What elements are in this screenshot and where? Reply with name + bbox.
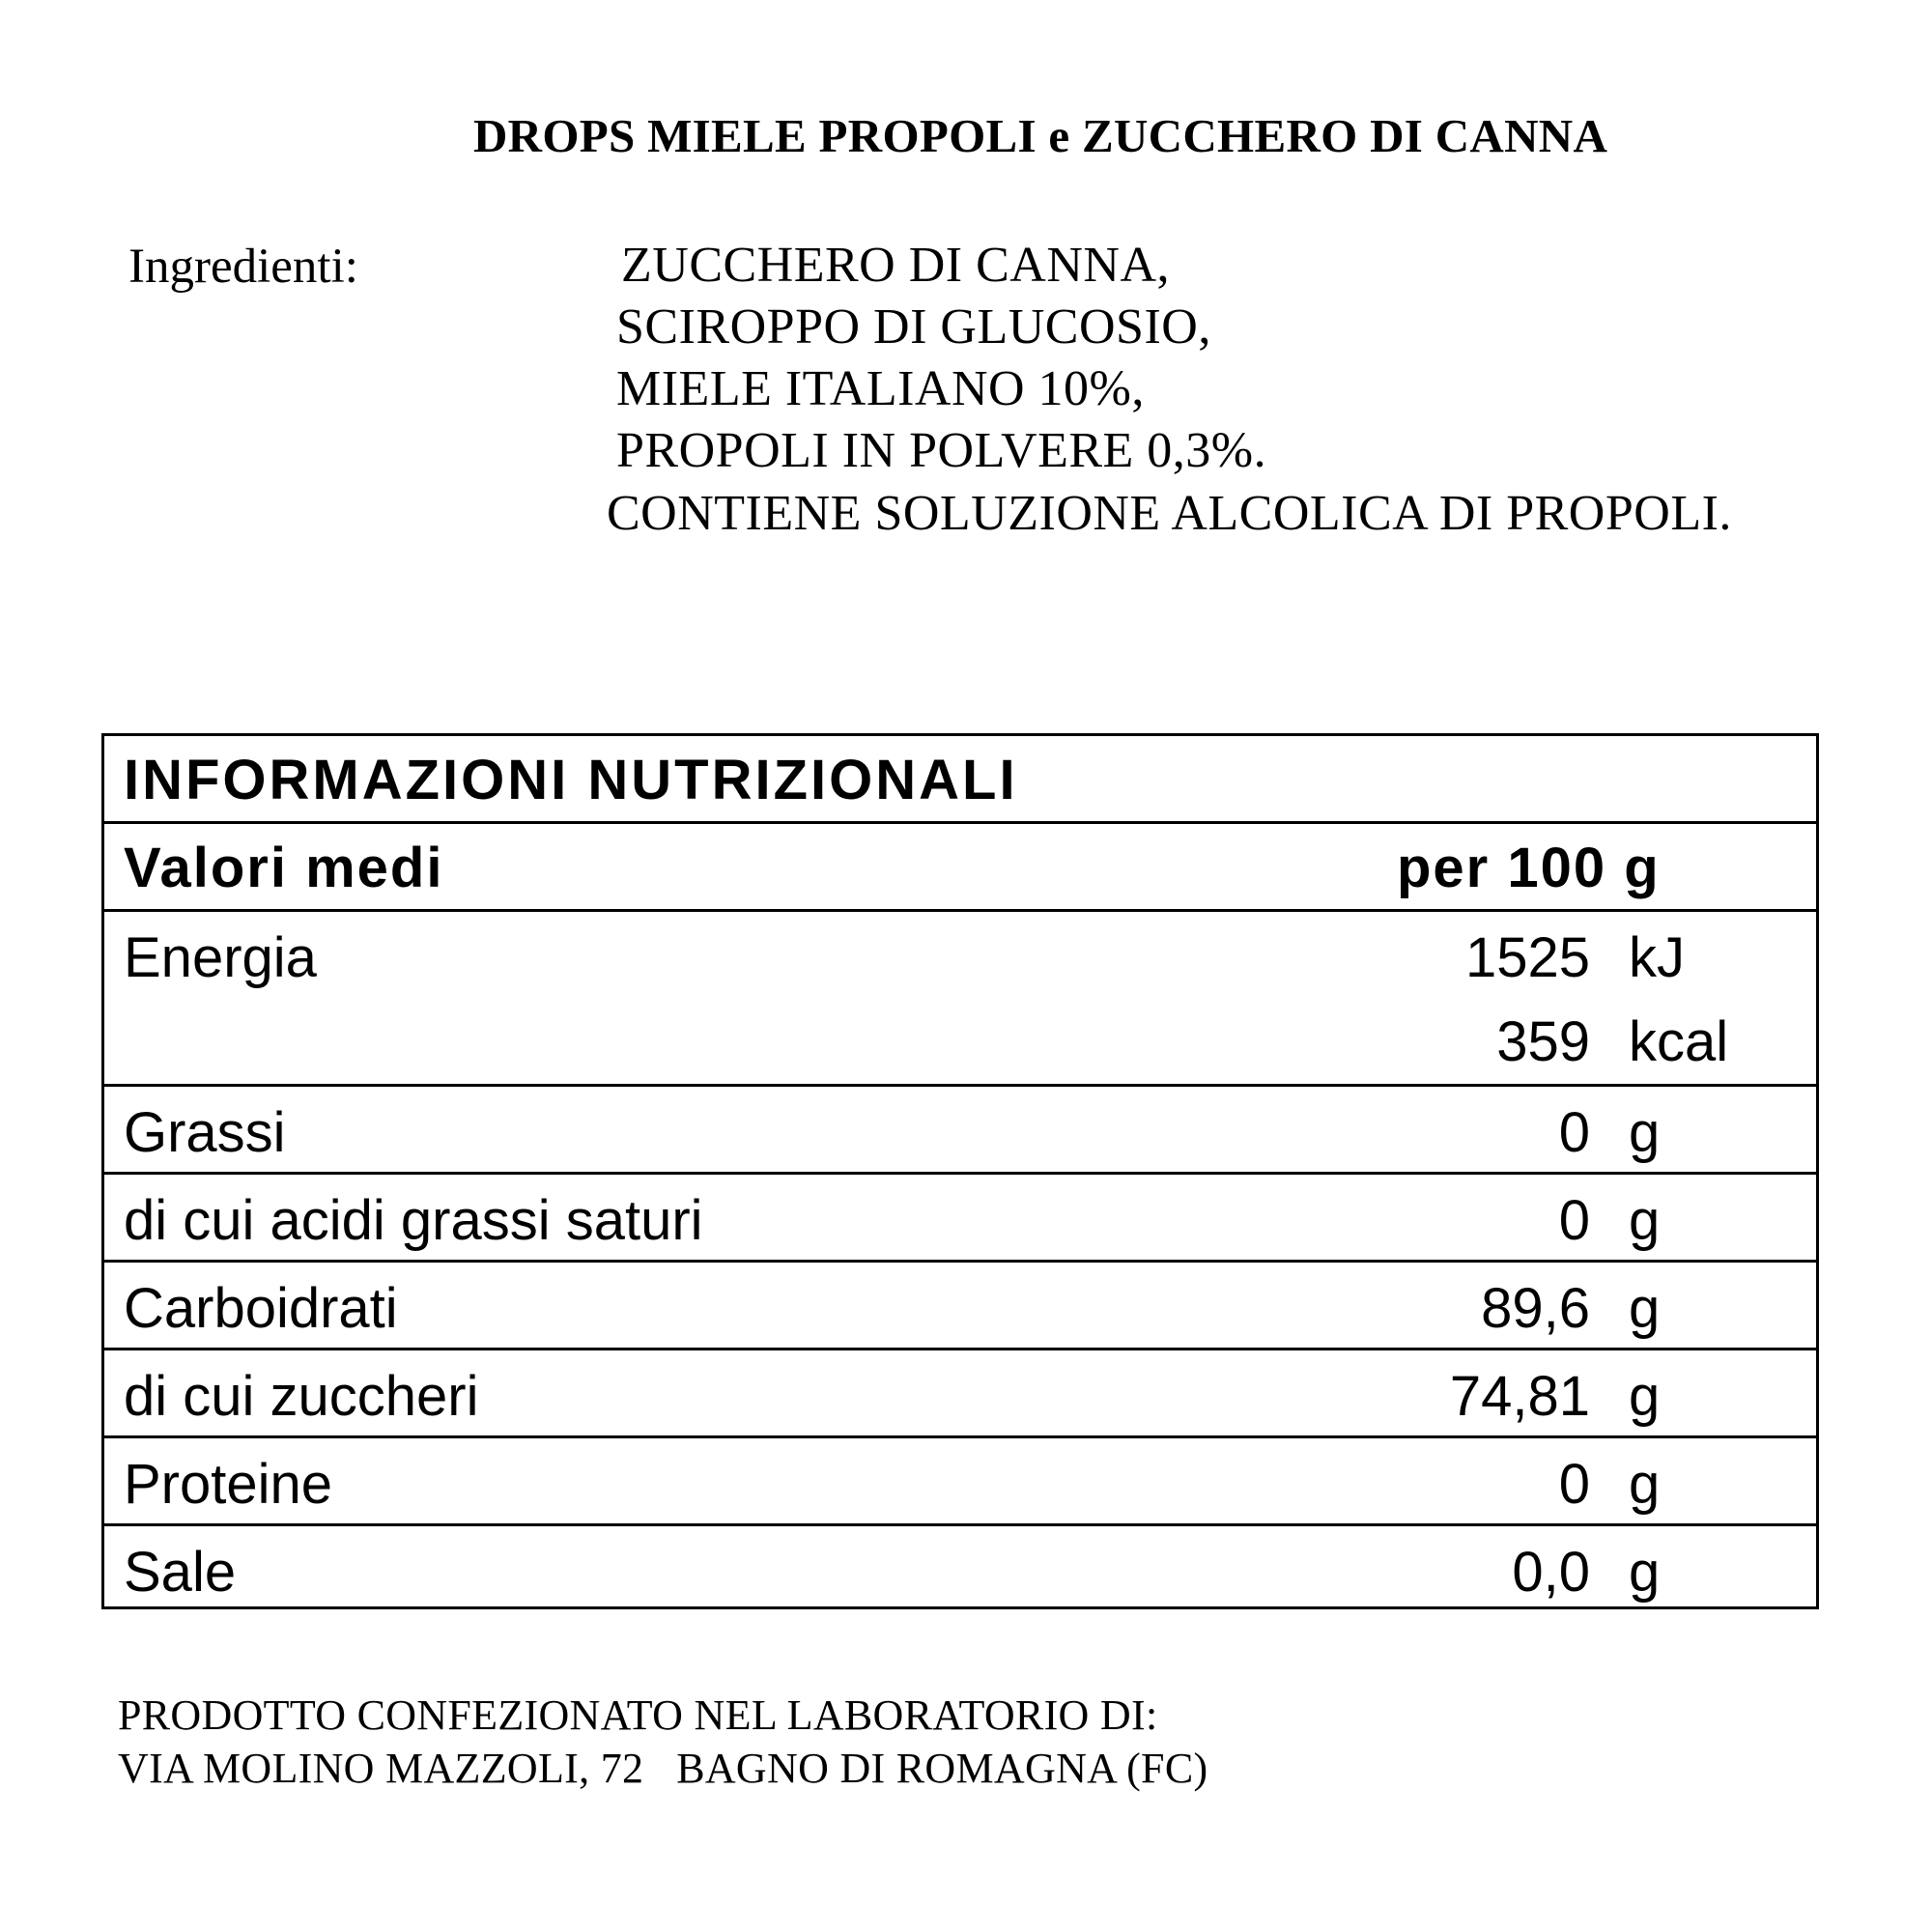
footer-address: VIA MOLINO MAZZOLI, 72 BAGNO DI ROMAGNA (FC) [118,1745,1208,1792]
row-value: 89,6 [1481,1277,1590,1340]
ingredient-line: PROPOLI IN POLVERE 0,3%. [616,423,1267,478]
row-label: Proteine [124,1453,333,1516]
row-value: 1525 [1464,926,1590,989]
row-unit: g [1629,1277,1661,1340]
row-unit: g [1629,1189,1661,1252]
table-row-zuccheri [104,1350,1816,1438]
row-unit: g [1629,1453,1661,1516]
nutrition-heading: INFORMAZIONI NUTRIZIONALI [124,749,1018,811]
row-value: 74,81 [1449,1365,1590,1428]
row-value: 0,0 [1512,1541,1590,1604]
row-value: 0 [1558,1101,1590,1164]
row-value: 359 [1496,1010,1590,1073]
ingredient-line: ZUCCHERO DI CANNA, [621,238,1170,293]
table-row-grassi [104,1087,1816,1175]
row-label: Energia [124,926,317,989]
row-value: 0 [1558,1453,1590,1516]
table-row-energia [104,912,1816,1087]
table-row-proteine [104,1438,1816,1526]
row-unit: g [1629,1541,1661,1604]
row-unit: kcal [1629,1010,1729,1073]
row-unit: kJ [1629,926,1685,989]
ingredients-label: Ingredienti: [128,240,358,294]
table-row-saturi [104,1175,1816,1263]
row-label: Sale [124,1541,237,1604]
row-label: di cui acidi grassi saturi [124,1189,703,1252]
table-row-carboidrati [104,1263,1816,1350]
nutrition-table [101,733,1819,1609]
product-title: DROPS MIELE PROPOLI e ZUCCHERO DI CANNA [473,109,1608,162]
footer-line: PRODOTTO CONFEZIONATO NEL LABORATORIO DI: [118,1691,1158,1739]
nutrition-column-header-row [104,824,1816,912]
row-label: Carboidrati [124,1277,398,1340]
column-label: Valori medi [124,837,444,899]
row-label: Grassi [124,1101,286,1164]
ingredient-line: MIELE ITALIANO 10%, [616,361,1145,416]
row-unit: g [1629,1365,1661,1428]
row-value: 0 [1558,1189,1590,1252]
row-label: di cui zuccheri [124,1365,479,1428]
ingredient-line: SCIROPPO DI GLUCOSIO, [616,299,1211,355]
row-unit: g [1629,1101,1661,1164]
column-per: per 100 g [1397,837,1661,899]
ingredient-line: CONTIENE SOLUZIONE ALCOLICA DI PROPOLI. [607,486,1732,541]
nutrition-heading-row [104,736,1816,824]
table-row-sale [104,1526,1816,1606]
